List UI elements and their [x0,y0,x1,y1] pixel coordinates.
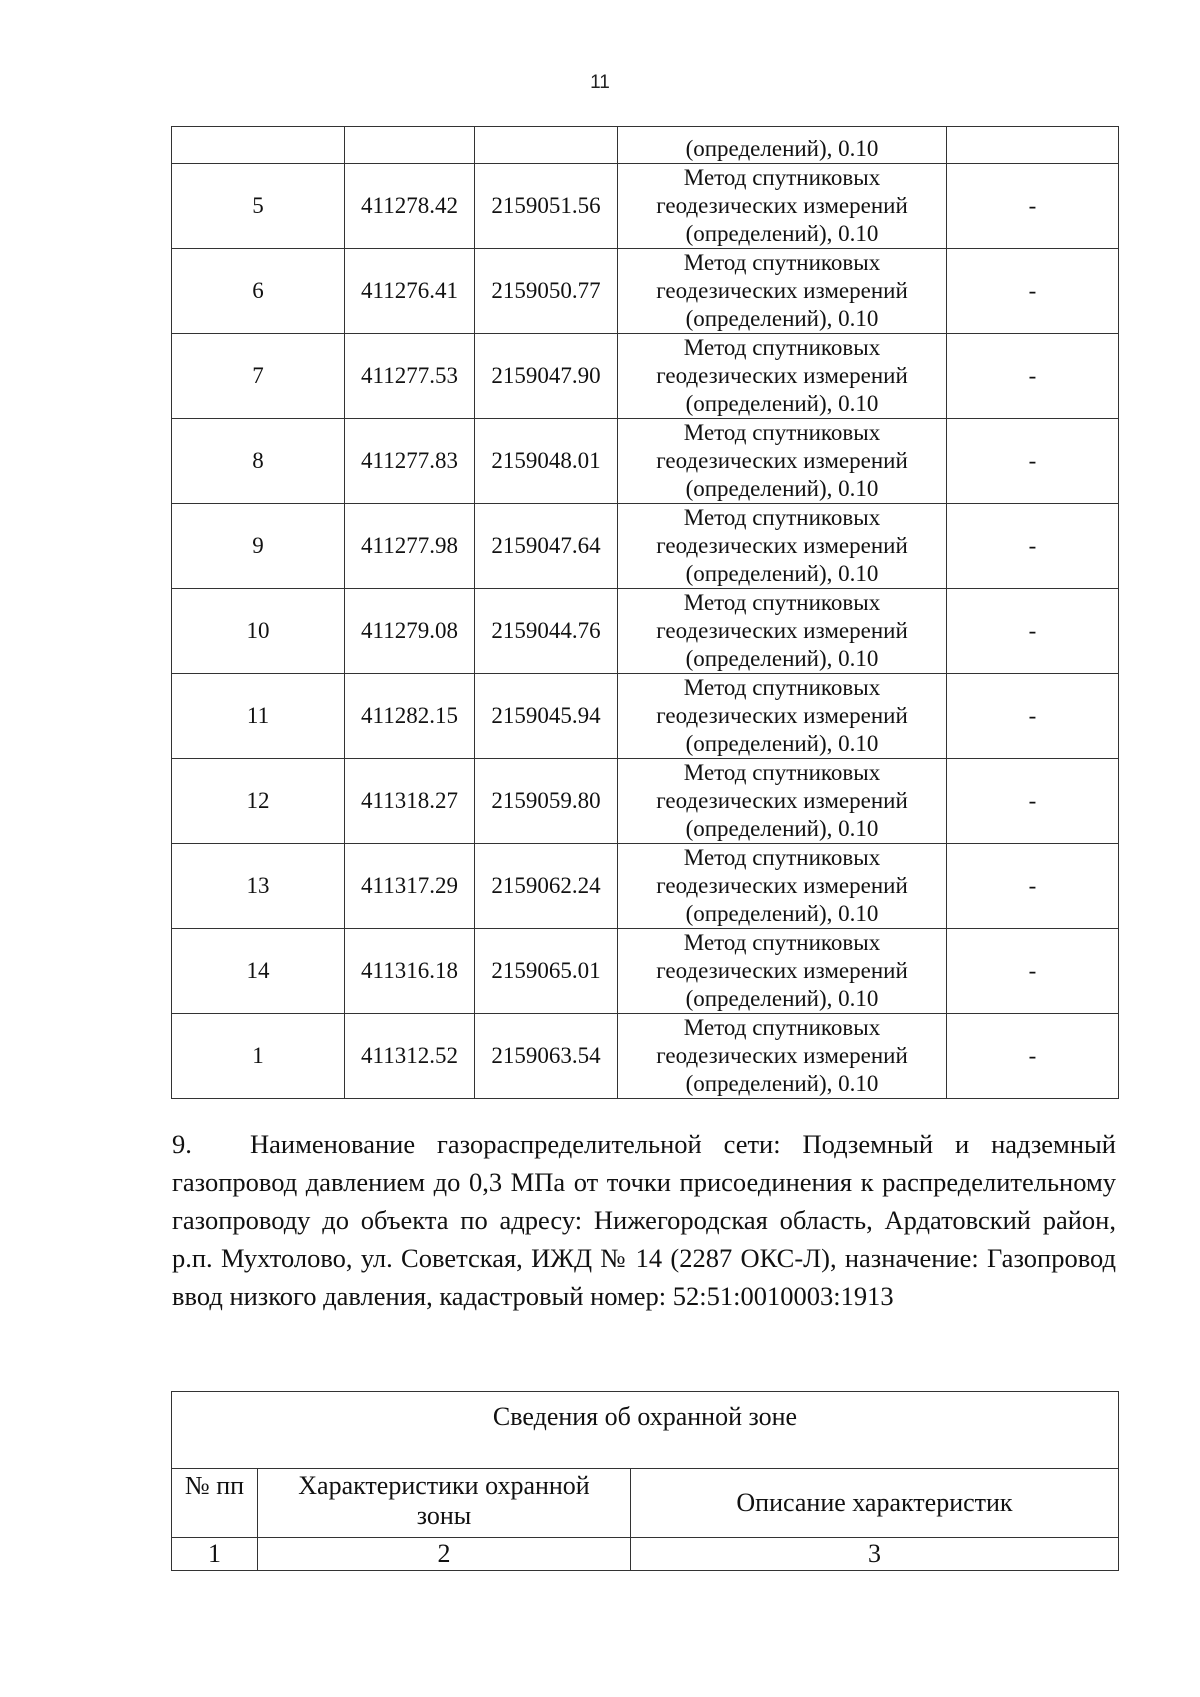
coordinates-table [171,126,1119,1099]
method-line-2: геодезических измерений [656,278,908,303]
description-cell: - [947,929,1119,1014]
method-line-1: Метод спутниковых [683,420,881,445]
method-line-2: геодезических измерений [656,958,908,983]
description-cell: - [947,164,1119,249]
table-row [172,589,1119,674]
protection-zone-table [171,1391,1119,1571]
y-cell: 2159063.54 [475,1014,618,1099]
description-cell: - [947,249,1119,334]
method-line-1: Метод спутниковых [683,845,881,870]
point-cell: 6 [172,249,345,334]
header-description: Описание характеристик [631,1469,1119,1538]
point-cell: 5 [172,164,345,249]
x-cell: 411316.18 [345,929,475,1014]
index-cell-2: 2 [258,1538,631,1571]
method-line-3: (определений), 0.10 [685,986,879,1011]
method-line-1: Метод спутниковых [683,250,881,275]
table-row [172,249,1119,334]
method-cell [618,589,947,674]
method-line-2: геодезических измерений [656,1043,908,1068]
x-cell: 411282.15 [345,674,475,759]
method-line-1: Метод спутниковых [683,590,881,615]
method-line-2: геодезических измерений [656,193,908,218]
point-cell: 1 [172,1014,345,1099]
index-cell-1: 1 [172,1538,258,1571]
description-cell: - [947,589,1119,674]
description-cell [947,127,1119,164]
y-cell: 2159044.76 [475,589,618,674]
description-cell: - [947,674,1119,759]
y-cell: 2159065.01 [475,929,618,1014]
point-cell: 14 [172,929,345,1014]
method-line-3: (определений), 0.10 [685,476,879,501]
table-row [172,1014,1119,1099]
method-line-3: (определений), 0.10 [685,221,879,246]
point-cell: 9 [172,504,345,589]
index-cell-3: 3 [631,1538,1119,1571]
method-line-3: (определений), 0.10 [685,306,879,331]
method-line-1: Метод спутниковых [683,335,881,360]
method-cell [618,249,947,334]
x-cell: 411317.29 [345,844,475,929]
header-characteristics-line-1: Характеристики охранной [298,1471,590,1500]
table-row [172,334,1119,419]
table-row [172,759,1119,844]
x-cell [345,127,475,164]
description-cell: - [947,759,1119,844]
method-line-1: Метод спутниковых [683,165,881,190]
method-line-3: (определений), 0.10 [685,136,879,161]
method-cell [618,334,947,419]
y-cell: 2159062.24 [475,844,618,929]
table-row [172,164,1119,249]
point-cell: 10 [172,589,345,674]
table-row [172,844,1119,929]
method-line-2: геодезических измерений [656,788,908,813]
method-line-1: Метод спутниковых [683,760,881,785]
section-text: Наименование газораспределительной сети: Подземный и надземный газопровод давлением до 0,3 МПа от точки присоединения к распределительному газопроводу до объекта по адресу: Нижегородская область, Ардатовский район, р.п. Мухтолово, ул. Советская, ИЖД № 14 (2287 ОКС-Л), назначение: Газопровод ввод низкого давления, кадастровый номер: 52:51:0010003:1913 [172,1129,1116,1311]
x-cell: 411276.41 [345,249,475,334]
method-line-1: Метод спутниковых [683,930,881,955]
method-line-1: Метод спутниковых [683,505,881,530]
point-cell: 7 [172,334,345,419]
description-cell: - [947,334,1119,419]
description-cell: - [947,504,1119,589]
table-row [172,674,1119,759]
y-cell: 2159045.94 [475,674,618,759]
x-cell: 411279.08 [345,589,475,674]
method-line-2: геодезических измерений [656,363,908,388]
method-cell [618,127,947,164]
method-line-2: геодезических измерений [656,448,908,473]
method-line-2: геодезических измерений [656,873,908,898]
x-cell: 411277.98 [345,504,475,589]
point-cell: 13 [172,844,345,929]
y-cell: 2159047.64 [475,504,618,589]
description-cell: - [947,844,1119,929]
description-cell: - [947,1014,1119,1099]
method-cell [618,929,947,1014]
x-cell: 411312.52 [345,1014,475,1099]
method-cell [618,674,947,759]
method-line-2: геодезических измерений [656,618,908,643]
y-cell [475,127,618,164]
y-cell: 2159050.77 [475,249,618,334]
section-number: 9. [172,1129,192,1159]
x-cell: 411278.42 [345,164,475,249]
point-cell: 11 [172,674,345,759]
page-number: 11 [590,72,610,93]
header-characteristics [258,1469,631,1538]
method-line-3: (определений), 0.10 [685,816,879,841]
method-cell [618,164,947,249]
method-line-3: (определений), 0.10 [685,561,879,586]
x-cell: 411318.27 [345,759,475,844]
method-cell [618,1014,947,1099]
x-cell: 411277.53 [345,334,475,419]
x-cell: 411277.83 [345,419,475,504]
table-row [172,504,1119,589]
table-row-continued [172,127,1119,164]
method-line-2: геодезических измерений [656,533,908,558]
y-cell: 2159059.80 [475,759,618,844]
point-cell: 8 [172,419,345,504]
point-cell [172,127,345,164]
section-paragraph [172,1125,1116,1315]
zone-table-caption: Сведения об охранной зоне [172,1392,1119,1469]
method-cell [618,759,947,844]
method-line-3: (определений), 0.10 [685,391,879,416]
header-num: № пп [172,1469,258,1538]
header-characteristics-line-2: зоны [416,1501,472,1530]
method-line-3: (определений), 0.10 [685,731,879,756]
method-line-3: (определений), 0.10 [685,901,879,926]
table-row [172,419,1119,504]
method-cell [618,504,947,589]
method-line-2: геодезических измерений [656,703,908,728]
method-line-1: Метод спутниковых [683,1015,881,1040]
y-cell: 2159051.56 [475,164,618,249]
method-cell [618,844,947,929]
point-cell: 12 [172,759,345,844]
table-row [172,929,1119,1014]
method-line-3: (определений), 0.10 [685,1071,879,1096]
y-cell: 2159047.90 [475,334,618,419]
y-cell: 2159048.01 [475,419,618,504]
method-cell [618,419,947,504]
description-cell: - [947,419,1119,504]
method-line-1: Метод спутниковых [683,675,881,700]
method-line-3: (определений), 0.10 [685,646,879,671]
